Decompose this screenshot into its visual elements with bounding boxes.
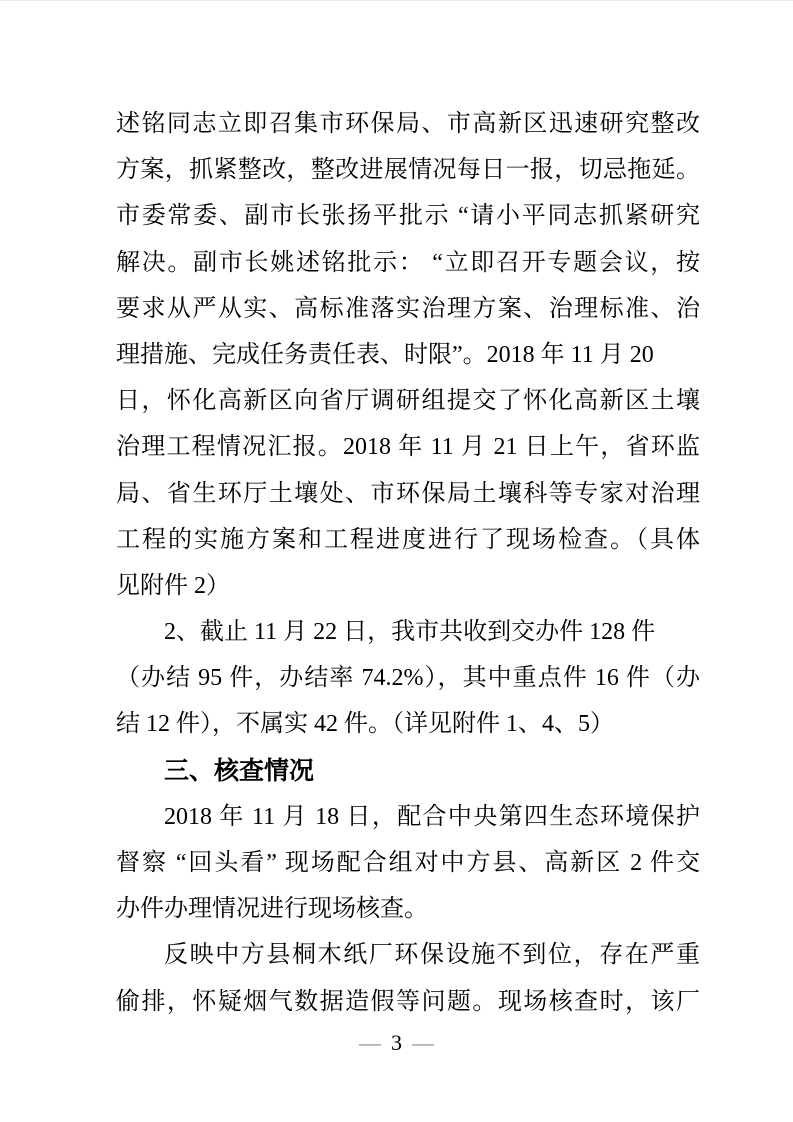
text-line: 日，怀化高新区向省厅调研组提交了怀化高新区土壤	[116, 388, 700, 415]
text-line: 述铭同志立即召集市环保局、市高新区迅速研究整改	[116, 111, 700, 137]
text-line: 偷排，怀疑烟气数据造假等问题。现场核查时，该厂	[116, 988, 700, 1015]
text-line: 2、截止 11 月 22 日，我市共收到交办件 128 件	[164, 619, 656, 646]
text-line: 反映中方县桐木纸厂环保设施不到位，存在严重	[164, 942, 700, 969]
text-line: 局、省生环厅土壤处、市环保局土壤科等专家对治理	[116, 480, 700, 507]
text-line: 治理工程情况汇报。2018 年 11 月 21 日上午，省环监	[116, 434, 700, 461]
text-line: 工程的实施方案和工程进度进行了现场检查。（具体	[116, 526, 700, 553]
page-number: 3	[391, 1030, 402, 1055]
text-line: 市委常委、副市长张扬平批示 “请小平同志抓紧研究	[116, 203, 700, 230]
footer-dash-left: —	[359, 1030, 381, 1055]
section-heading: 三、核查情况	[164, 756, 315, 785]
text-line: 理措施、完成任务责任表、时限”。2018 年 11 月 20	[116, 341, 654, 368]
text-line: 见附件 2）	[116, 572, 230, 599]
text-line: 结 12 件），不属实 42 件。（详见附件 1、4、5）	[116, 711, 614, 738]
text-line: 督察 “回头看” 现场配合组对中方县、高新区 2 件交	[116, 850, 700, 876]
text-line: 要求从严从实、高标准落实治理方案、治理标准、治	[116, 295, 700, 322]
page-footer	[0, 1029, 793, 1057]
text-line: 解决。副市长姚述铭批示： “立即召开专题会议，按	[116, 249, 700, 276]
text-line: 办件办理情况进行现场核查。	[116, 896, 428, 923]
text-line: （办结 95 件，办结率 74.2%），其中重点件 16 件（办	[116, 665, 700, 692]
text-line: 2018 年 11 月 18 日，配合中央第四生态环境保护	[164, 803, 700, 830]
document-body	[116, 101, 700, 1025]
footer-dash-right: —	[412, 1030, 434, 1055]
text-line: 方案，抓紧整改，整改进展情况每日一报，切忌拖延。	[116, 157, 700, 184]
